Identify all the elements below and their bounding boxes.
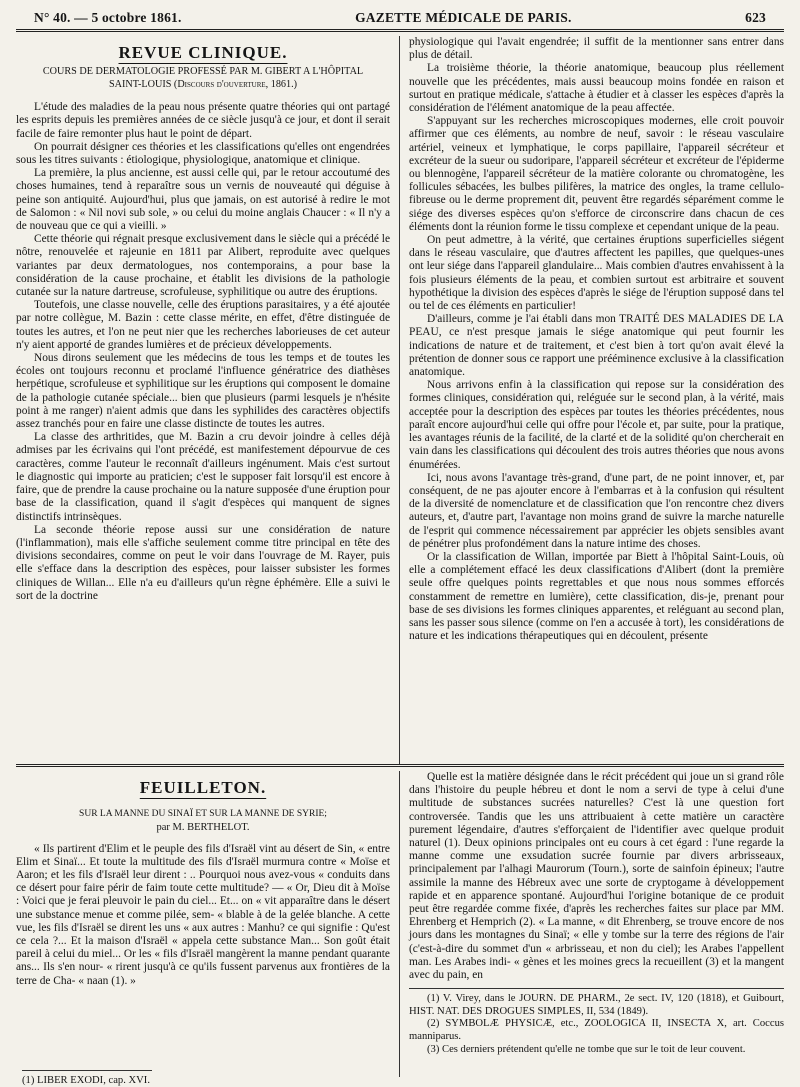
issue-number: N° 40. — 5 octobre 1861.: [34, 10, 182, 25]
feuilleton-right-column: [400, 771, 784, 1077]
revue-subtitle-line2: SAINT-LOUIS (Discours d'ouverture, 1861.): [108, 79, 298, 91]
revue-subtitle-line1: COURS DE DERMATOLOGIE PROFESSÉ PAR M. GIBERT A L'HÔPITAL: [42, 66, 364, 78]
revue-paragraph: S'appuyant sur les recherches microscopiques modernes, elle croit pouvoir affirmer que ces éléments, au nombre de neuf, savoir : le réseau vasculaire artériel, veineux et lymphatique, le corps papillaire, l'appareil sécréteur et excréteur de la sueur ou sudoripare, l'appareil sécréteur et excréteur de l'épiderme ou blennogène, l'appareil sécréteur de la matière colorante ou chromatogène, les follicules sébacées, les bulbes pilifères, la matrice des ongles, la trame cellulo-fibreuse ou le derme proprement dit, peuvent être regardés séparément comme le siége des diverses espèces qu'on s'efforce de circonscrire dans chacun de ces éléments dont la réunion forme le tissu complexe et cependant unique de la peau.: [409, 115, 784, 233]
revue-paragraph: L'étude des maladies de la peau nous présente quatre théories qui ont partagé les esprits depuis les premières années de ce siècle jusqu'à ce jour, et dont il serait facile de faire remonter plus haut le point de départ.: [16, 101, 390, 140]
footnotes: [409, 988, 784, 1056]
revue-right-column: [400, 36, 784, 764]
revue-paragraph: Nous dirons seulement que les médecins de tous les temps et de toutes les écoles ont toujours reconnu et proclamé l'influence génératrice des diathèses herpétique, scrofuleuse et syphilitique sur les éruptions qui composent le domaine de la pathologie cutanée spéciale... bien que plusieurs (parmi lesquels je n'hésite point à me ranger) n'aient admis que dans les syphilides des caractères objectifs assez tranchés pour en faire une classe distincte de toutes les autres.: [16, 352, 390, 431]
article-author: par M. BERTHELOT.: [156, 822, 250, 834]
revue-paragraph: On pourrait désigner ces théories et les classifications qu'elles ont engendrées sous les titres suivants : étiologique, physiologique, anatomique et clinique.: [16, 140, 390, 167]
revue-subtitle: [26, 65, 380, 91]
feuilleton-paragraph: « Ils partirent d'Elim et le peuple des fils d'Israël vint au désert de Sin, « entre Elim et Sinaï... Et toute la multitude des fils d'Israël murmura contre « Moïse et Aaron; et les fils d'Israël leur dirent : .. Pourquoi nous avez-vous « conduits dans ce désert pour faire périr de faim toute cette multitude? — « Or, Dieu dit à Moïse : Voici que je ferai pleuvoir le pain du ciel... Et... on « vit apparaître dans le désert une substance menue et comme pilée, sem- « blable à de la gelée blanche. A cette vue, les fils d'Israël se dirent les uns « aux autres : Manhu? ce qui signifie : Qu'est ce cela ?... Et la maison d'Israël « appela cette substance Man... Son goût était pareil à celui du miel... Or les « fils d'Israël mangèrent la manne pendant quarante ans... Ils s'en nour- « rirent jusqu'à ce qu'ils fussent parvenus aux frontières de la terre de Cha- « naan (1). »: [16, 842, 390, 987]
revue-paragraph: Cette théorie qui régnait presque exclusivement dans le siècle qui a précédé le nôtre, renouvelée et rajeunie en 1811 par Alibert, reproduite avec quelques variantes par deux dermatologues, nos contemporains, a pour base la considération de la cause prochaine, et établit les divisions de la pathologie cutanée sur la nature dartreuse, scrofuleuse, syphilitique ou autre des éruptions.: [16, 233, 390, 299]
footnote-rule: [22, 1070, 152, 1071]
revue-paragraph: D'ailleurs, comme je l'ai établi dans mon TRAITÉ DES MALADIES DE LA PEAU, ce n'est presque jamais le siége anatomique qui peut fournir les indications de nature et de traitement, et c'est bien à tort qu'on avait élevé la prétention de donner sous ce rapport une prééminence exclusive à la classification anatomique.: [409, 313, 784, 379]
revue-paragraph: La seconde théorie repose aussi sur une considération de nature (l'inflammation), mais elle s'affiche seulement comme titre principal en tête des divisions secondaires, comme on peut le voir dans l'ouvrage de M. Rayer, puis elle s'efface dans la description des espèces, pour laisser subsister les formes cliniques de Willan... Elle n'a eu d'ailleurs qu'un règne éphémère. Elle a suivi le sort de la doctrine: [16, 523, 390, 602]
article-title: SUR LA MANNE DU SINAÏ ET SUR LA MANNE DE SYRIE;: [79, 809, 327, 820]
revue-paragraph: On peut admettre, à la vérité, que certaines éruptions superficielles siégent dans le réseau vasculaire, que d'autres affectent les papilles, que quelques-unes ont leur siége dans l'appareil glandulaire... Mais combien d'autres envahissent à la fois plusieurs éléments de la peau, et combien surtout est arbitraire et souvent hypothétique la division des espèces d'après le siége de l'éruption supposé dans tel ou tel de ces éléments en particulier!: [409, 234, 784, 313]
page-number: 623: [745, 10, 766, 25]
revue-paragraph: physiologique qui l'avait engendrée; il suffit de la mentionner sans entrer dans plus de détail.: [409, 36, 784, 62]
revue-paragraph: La classe des arthritides, que M. Bazin a cru devoir joindre à celles déjà admises par les écrivains qui l'ont précédé, est manifestement dépourvue de ces caractères, comme l'auteur le reconnaît d'ailleurs ingénument. Mais c'est surtout le diagnostic qui importe au praticien; c'est le supposer fait lorsqu'il est encore à faire, que de prendre la cause prochaine ou la nature supposée d'une éruption pour base de la classification, quand il s'agit d'espèces qui manquent de signes distinctifs intrinsèques.: [16, 431, 390, 523]
footnote: (1) V. Virey, dans le JOURN. DE PHARM., 2e sect. IV, 120 (1818), et Guibourt, HIST. NAT. DES DROGUES SIMPLES, II, 534 (1849).: [409, 993, 784, 1017]
feuilleton-section: [16, 767, 784, 1086]
left-footnote-block: [16, 1070, 152, 1087]
feuilleton-left-column: [16, 771, 400, 1086]
footnote: (3) Ces derniers prétendent qu'elle ne tombe que sur le toit de leur couvent.: [427, 1043, 746, 1055]
revue-paragraph: La troisième théorie, la théorie anatomique, beaucoup plus réellement nouvelle que les précédentes, mais aussi beaucoup moins fondée en raison et surtout en pratique médicale, s'attache à étudier et à classer les espèces d'après la considération de l'élément anatomique de la peau affectée.: [409, 62, 784, 115]
revue-clinique-section: [16, 32, 784, 764]
footnote: (1) LIBER EXODI, cap. XVI.: [22, 1074, 150, 1086]
revue-paragraph: Or la classification de Willan, importée par Biett à l'hôpital Saint-Louis, où elle a complétement effacé les deux classifications d'Alibert (dont la première seule offre quelques points regrettables et que nous nous sommes efforcés constamment de remettre en lumière), cette classification, dis-je, prenant pour base de ses divisions les formes cliniques apparentes, et reléguant au second plan, sans les passer sous silence (comme on l'en a accusée à tort), les considérations de nature et les indications thérapeutiques qui en découlent, présente: [409, 550, 784, 643]
journal-title: GAZETTE MÉDICALE DE PARIS.: [355, 10, 572, 25]
revue-paragraph: Nous arrivons enfin à la classification qui repose sur la considération des formes cliniques, considération qui, reléguée sur le second plan, à la vérité, mais acceptée pour la description des espèces par toutes les théories précédentes, nous paraît encore aujourd'hui celle qui offre pour l'école et, par suite, pour la pratique, les avantages réunis de la facilité, de la clarté et de la solidité qu'on chercherait en vain dans les classifications qui découlent des trois autres théories que nous avons énumérées.: [409, 379, 784, 471]
page-header: [16, 10, 784, 29]
revue-paragraph: La première, la plus ancienne, est aussi celle qui, par le retour accoutumé des choses humaines, tend à reparaître sous un vernis de nouveauté qui déguise à peine son antiquité. Aujourd'hui, plus que jamais, on est autorisé à redire le mot de Salomon : « Nil novi sub sole, » ou celui du moine anglais Chaucer : « Il n'y a de nouveau que ce qui a vieilli. »: [16, 167, 390, 233]
revue-title: REVUE CLINIQUE.: [118, 43, 288, 62]
footnote: (2) SYMBOLÆ PHYSICÆ, etc., ZOOLOGICA II, INSECTA X, art. Coccus manniparus.: [409, 1018, 784, 1043]
revue-paragraph: Ici, nous avons l'avantage très-grand, d'une part, de ne point innover, et, par conséquent, de ne pas ajouter encore à l'embarras et à la confusion qui résultent de la diversité de nomenclature et de classification que l'on rencontre chez divers auteurs, et, d'autre part, l'avantage non moins grand de suivre la marche naturelle de l'esprit qui commence nécessairement par apprécier les objets sensibles avant de pénétrer plus profondément dans la nature intime des choses.: [409, 471, 784, 550]
revue-left-column: [16, 36, 400, 764]
feuilleton-paragraph: Quelle est la matière désignée dans le récit précédent qui joue un si grand rôle dans l'histoire du peuple hébreu et dont le nom a servi de type à celui d'une multitude de substances sucrées naturelles? C'est là une question fort controversée. Tandis que les uns attribuaient à cette matière un caractère purement légendaire, d'autres s'efforçaient de l'identifier avec quelque produit naturel (1). Deux opinions principales ont eu cours à cet égard : l'une regarde la manne comme une exsudation sucrée fournie par divers arbrisseaux, principalement par l'alhagi Maurorum (Tourn.), sorte de sainfoin épineux; l'autre assimile la manne des Hébreux avec une sorte de cryptogame à développement rapide et en apparence spontané. Aujourd'hui l'origine botanique de ce produit peut être regardée comme fixée, d'après les recherches faites sur place par MM. Ehrenberg et Hemprich (2). « La manne, « dit Ehrenberg, se trouve encore de nos jours dans les montagnes du Sinaï; « elle y tombe sur la terre des régions de l'air (c'est-à-dire du sommet d'un « arbrisseau, et non du ciel); les Arabes l'appellent man. Les Arabes indi- « gènes et les moines grecs la recueillent (3) et la mangent avec du pain, en: [409, 771, 784, 982]
revue-paragraph: Toutefois, une classe nouvelle, celle des éruptions parasitaires, y a été ajoutée par notre collègue, M. Bazin : cette classe mérite, en effet, d'être distinguée de toutes les autres, et l'on ne peut nier que les recherches laborieuses de cet auteur n'y aient apporté de grandes lumières et de précieux développements.: [16, 299, 390, 351]
feuilleton-title: FEUILLETON.: [139, 778, 267, 797]
